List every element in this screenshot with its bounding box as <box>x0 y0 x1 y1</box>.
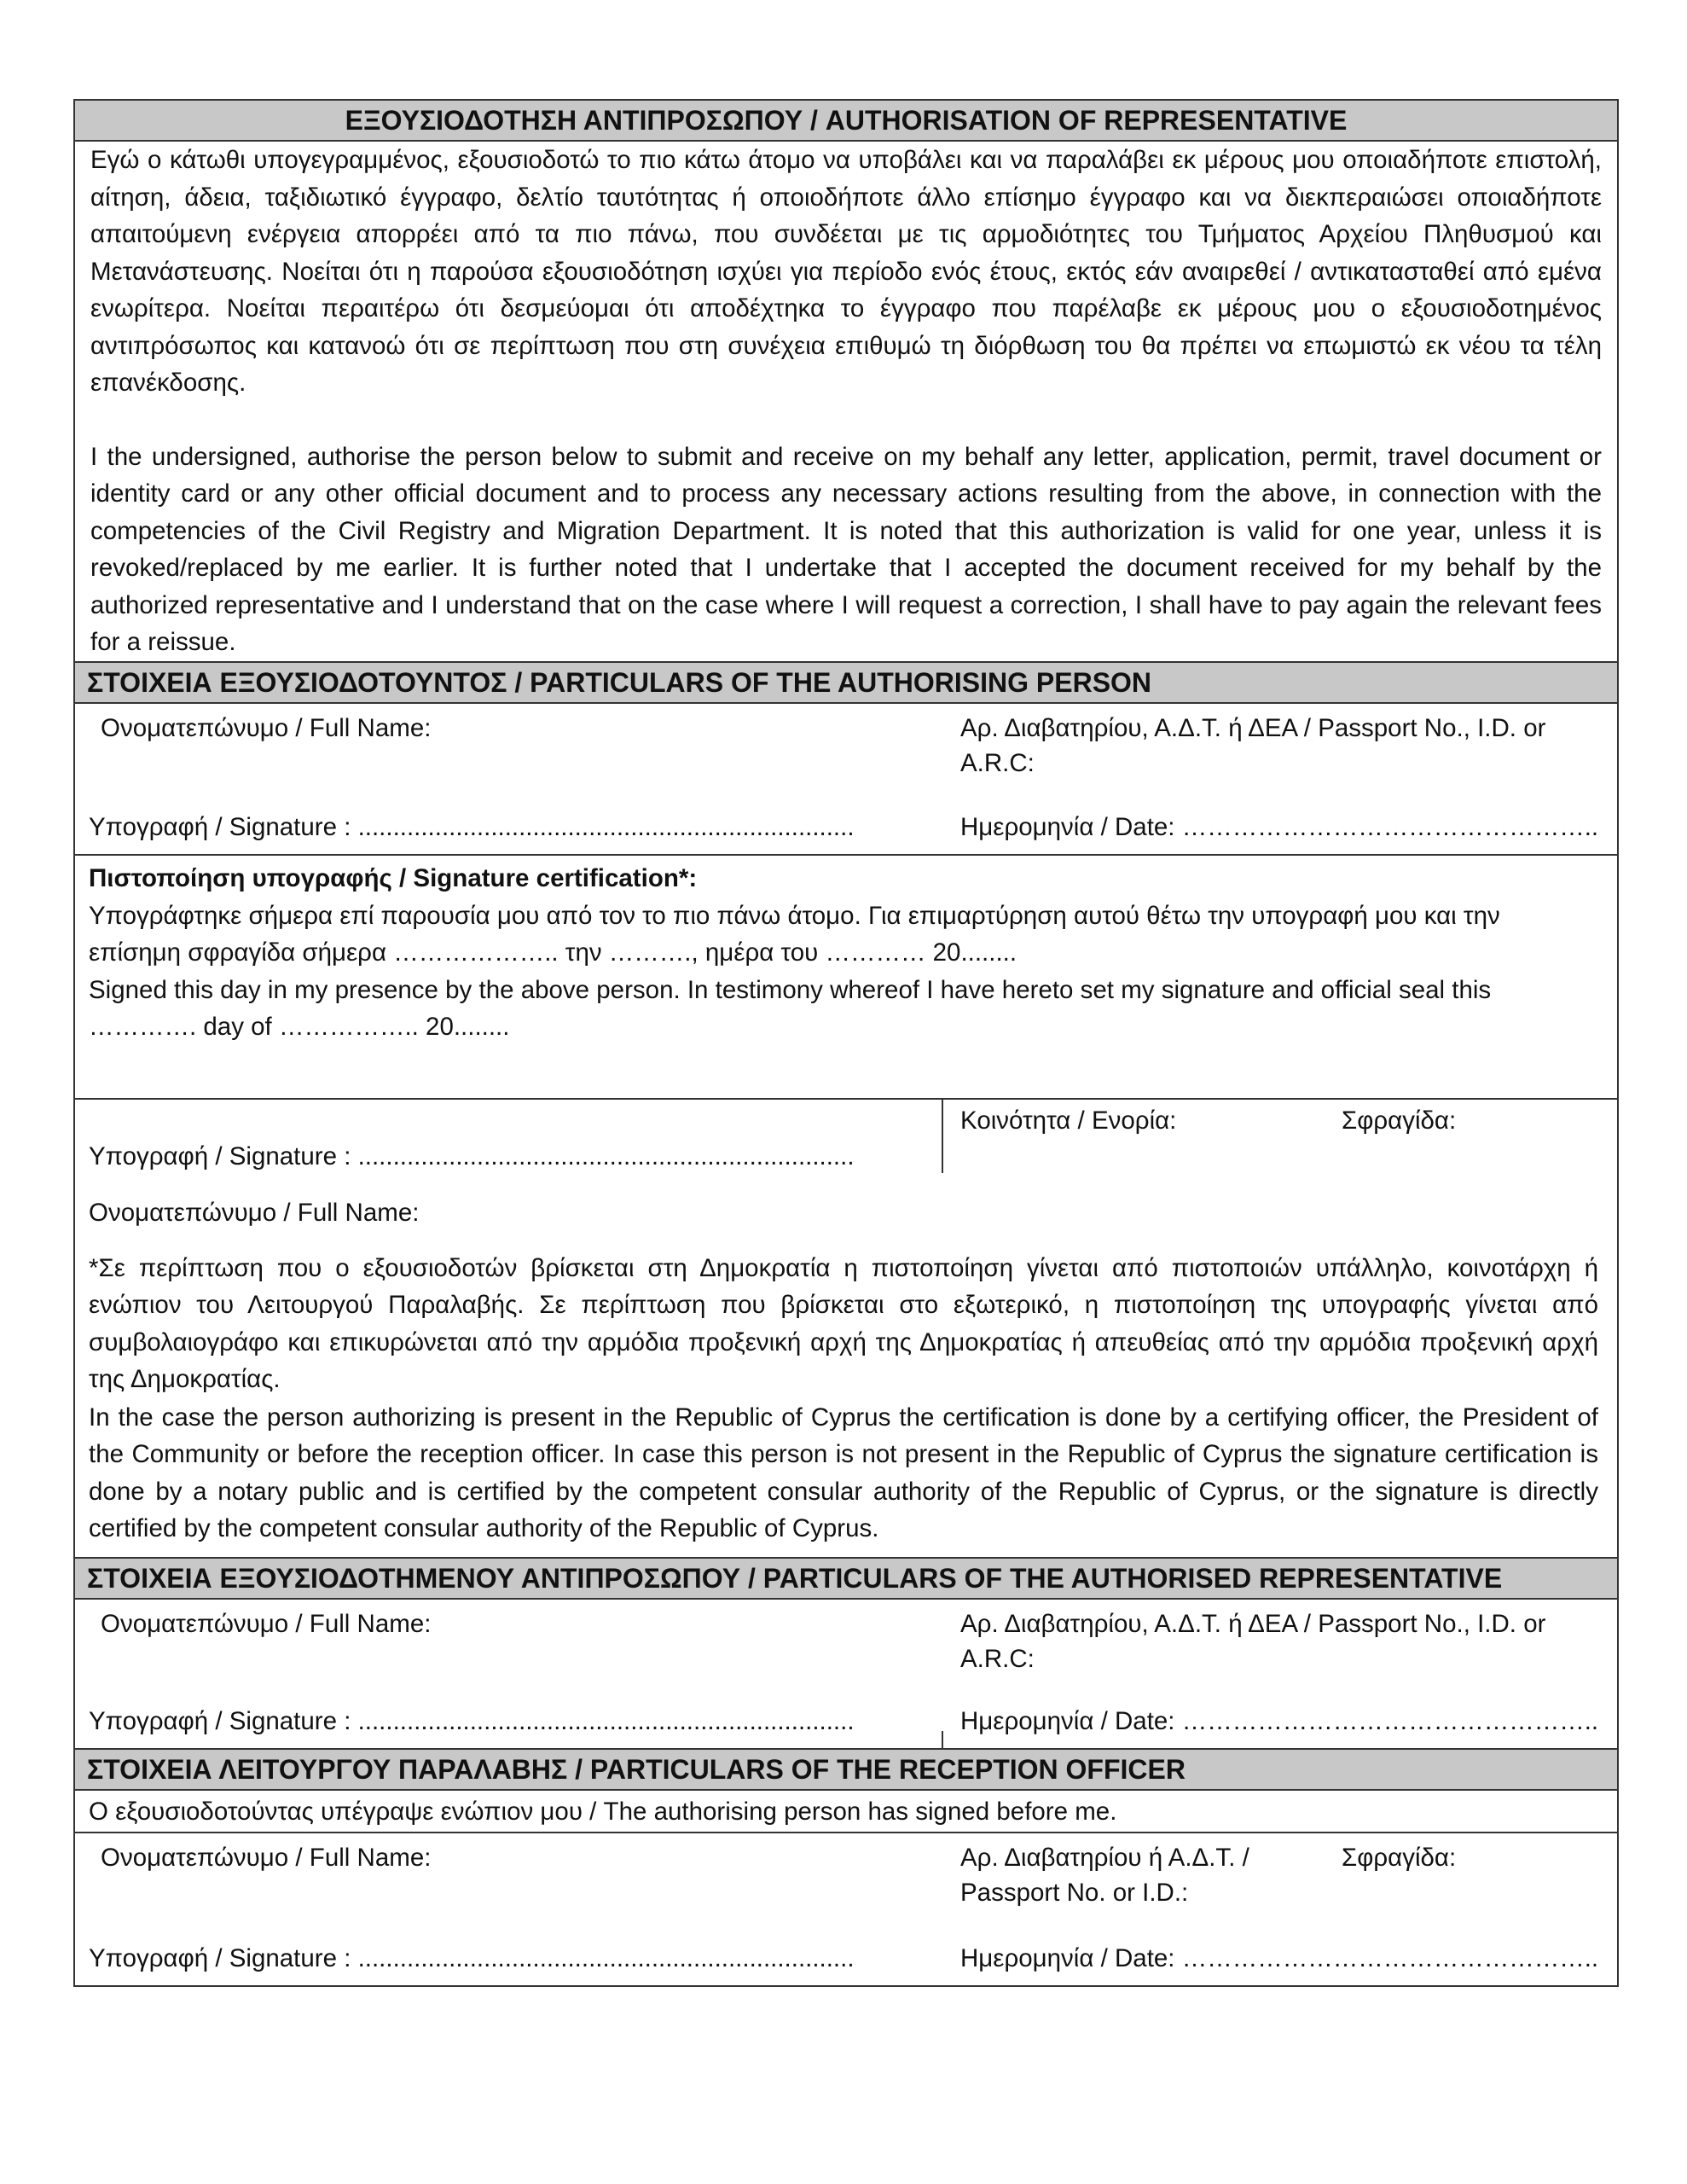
representative-full-name-field[interactable]: Ονοματεπώνυμο / Full Name: <box>101 1609 432 1638</box>
seal-field[interactable]: Σφραγίδα: <box>1342 1106 1457 1135</box>
certification-signature-block <box>75 1100 1617 1557</box>
certification-note-greek: *Σε περίπτωση που ο εξουσιοδοτών βρίσκεται στη Δημοκρατία η πιστοποίηση γίνεται από πιστοποιών υπάλληλο, κοινοτάρχη ή ενώπιον του Λειτουργού Παραλαβής. Σε περίπτωση που βρίσκεται στο εξωτερικό, η πιστοποίηση της υπογραφής γίνεται από συμβολαιογράφο και επικυρώνεται από την αρμόδια προξενική αρχή της Δημοκρατίας ή απευθείας από την αρμόδια προξενική αρχή της Δημοκρατίας. <box>89 1253 1598 1393</box>
reception-officer-title: ΣΤΟΙΧΕΙΑ ΛΕΙΤΟΥΡΓΟΥ ΠΑΡΑΛΑΒΗΣ / PARTICULARS OF THE RECEPTION OFFICER <box>75 1750 1617 1791</box>
representative-title: ΣΤΟΙΧΕΙΑ ΕΞΟΥΣΙΟΔΟΤΗΜΕΝΟΥ ΑΝΤΙΠΡΟΣΩΠΟΥ / PARTICULARS OF THE AUTHORISED REPRESENTATIVE <box>75 1557 1617 1600</box>
certifier-signature-field[interactable]: Υπογραφή / Signature : ....................................................................... <box>89 1141 855 1170</box>
authorising-full-name-field[interactable]: Ονοματεπώνυμο / Full Name: <box>101 713 432 742</box>
officer-full-name-field[interactable]: Ονοματεπώνυμο / Full Name: <box>101 1843 432 1872</box>
reception-officer-fields <box>75 1833 1617 1985</box>
authorising-date-field[interactable]: Ημερομηνία / Date: ………………………………………….. <box>960 812 1599 841</box>
certification-text-greek: Υπογράφτηκε σήμερα επί παρουσία μου από τον το πιο πάνω άτομο. Για επιμαρτύρηση αυτού θέτω την υπογραφή μου και την επίσημη σφραγίδα σήμερα ……………….. την ………., ημέρα του ………… 20........ <box>89 901 1500 967</box>
certification-text-english: Signed this day in my presence by the above person. In testimony whereof I have hereto set my signature and official seal this …………. day of …………….. 20........ <box>89 975 1492 1041</box>
authorising-passport-field[interactable]: Αρ. Διαβατηρίου, Α.Δ.Τ. ή ΔΕΑ / Passport No., I.D. or A.R.C: <box>960 713 1546 777</box>
authorisation-text-english: I the undersigned, authorise the person below to submit and receive on my behalf any letter, application, permit, travel document or identity card or any other official document and to process any necessary actions resulting from the above, in connection with the competencies of the Civil Registry and Migration Department. It is noted that this authorization is valid for one year, unless it is revoked/replaced by me earlier. It is further noted that I undertake that I accepted the document received for my behalf by the authorized representative and I understand that on the case where I will request a correction, I shall have to pay again the relevant fees for a reissue. <box>90 442 1602 656</box>
representative-passport-field[interactable]: Αρ. Διαβατηρίου, Α.Δ.Τ. ή ΔΕΑ / Passport No., I.D. or A.R.C: <box>960 1609 1546 1673</box>
certification-heading: Πιστοποίηση υπογραφής / Signature certification*: <box>89 863 698 892</box>
officer-passport-field[interactable]: Αρ. Διαβατηρίου ή Α.Δ.Τ. / Passport No. or I.D.: <box>960 1843 1249 1907</box>
authorising-person-fields <box>75 704 1617 856</box>
representative-date-field[interactable]: Ημερομηνία / Date: ………………………………………….. <box>960 1706 1599 1735</box>
representative-signature-field[interactable]: Υπογραφή / Signature : ....................................................................... <box>89 1706 855 1735</box>
reception-officer-statement-row <box>75 1791 1617 1833</box>
officer-date-field[interactable]: Ημερομηνία / Date: ………………………………………….. <box>960 1943 1599 1972</box>
reception-officer-statement: Ο εξουσιοδοτούντας υπέγραψε ενώπιον μου / The authorising person has signed before me. <box>89 1797 1117 1826</box>
authorisation-text-block <box>75 142 1617 663</box>
authorisation-title: ΕΞΟΥΣΙΟΔΟΤΗΣΗ ΑΝΤΙΠΡΟΣΩΠΟΥ / AUTHORISATION OF REPRESENTATIVE <box>75 101 1617 142</box>
certification-block <box>75 856 1617 1100</box>
community-field[interactable]: Κοινότητα / Ενορία: <box>960 1106 1177 1135</box>
representative-fields <box>75 1600 1617 1750</box>
authorising-person-title: ΣΤΟΙΧΕΙΑ ΕΞΟΥΣΙΟΔΟΤΟΥΝΤΟΣ / PARTICULARS OF THE AUTHORISING PERSON <box>75 663 1617 704</box>
authorisation-form <box>73 99 1619 1987</box>
certification-note-english: In the case the person authorizing is present in the Republic of Cyprus the certification is done by a certifying officer, the President of the Community or before the reception officer. In case this person is not present in the Republic of Cyprus the signature certification is done by a notary public and is certified by the competent consular authority of the Republic of Cyprus, or the signature is directly certified by the competent consular authority of the Republic of Cyprus. <box>89 1403 1598 1542</box>
authorisation-text-greek: Εγώ ο κάτωθι υπογεγραμμένος, εξουσιοδοτώ το πιο κάτω άτομο να υποβάλει και να παραλάβει εκ μέρους μου οποιαδήποτε επιστολή, αίτηση, άδεια, ταξιδιωτικό έγγραφο, δελτίο ταυτότητας ή οποιοδήποτε άλλο επίσημο έγγραφο και να διεκπεραιώσει οποιαδήποτε απαιτούμενη ενέργεια απορρέει από τα πιο πάνω, που συνδέεται με τις αρμοδιότητες του Τμήματος Αρχείου Πληθυσμού και Μετανάστευσης. Νοείται ότι η παρούσα εξουσιοδότηση ισχύει για περίοδο ενός έτους, εκτός εάν αναιρεθεί / αντικατασταθεί από εμένα ενωρίτερα. Νοείται περαιτέρω ότι δεσμεύομαι ότι αποδέχτηκα το έγγραφο που παρέλαβε εκ μέρους μου ο εξουσιοδοτημένος αντιπρόσωπος και κατανοώ ότι σε περίπτωση που στη συνέχεια επιθυμώ τη διόρθωση του θα πρέπει να επωμιστώ εκ νέου τα τέλη επανέκδοσης. <box>90 146 1602 397</box>
officer-seal-field[interactable]: Σφραγίδα: <box>1342 1843 1457 1872</box>
certifier-full-name-field[interactable]: Ονοματεπώνυμο / Full Name: <box>89 1198 420 1227</box>
officer-signature-field[interactable]: Υπογραφή / Signature : ....................................................................... <box>89 1943 855 1972</box>
authorising-signature-field[interactable]: Υπογραφή / Signature : ....................................................................... <box>89 812 855 841</box>
